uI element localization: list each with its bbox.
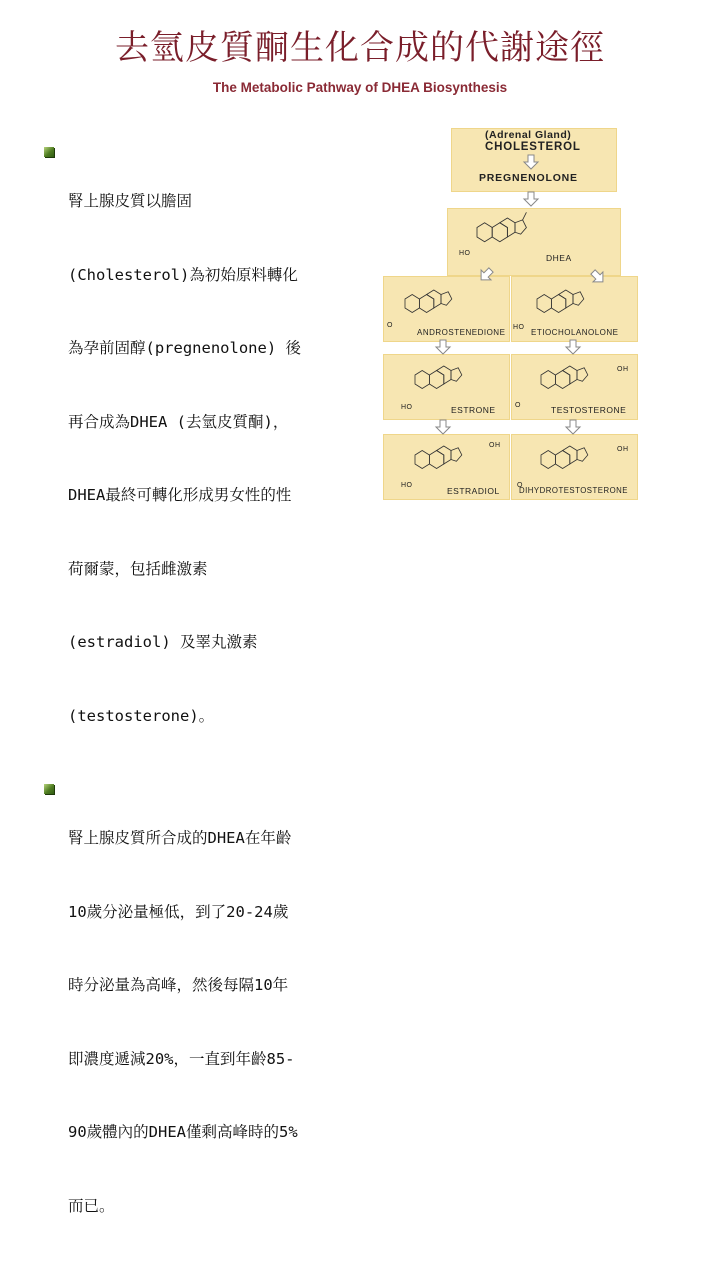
bullet-line: 腎上腺皮質所合成的DHEA在年齡 [68,829,292,847]
oh-label: OH [617,446,629,453]
bullet-list [44,140,364,1267]
bullet-line: 10歲分泌量極低，到了20-24歲 [68,902,289,921]
bullet-line: (Cholesterol)為初始原料轉化 [68,265,298,284]
bullet-line: (estradiol) 及睪丸激素 [68,633,258,651]
down-arrow-icon [524,192,538,206]
bullet-line: (testosterone)。 [68,706,215,725]
bullet-line: DHEA最終可轉化形成男女性的性 [68,486,292,504]
bullet-item-age-levels [44,777,364,1267]
down-arrow-icon [436,340,450,354]
etiocholanolone-structure [537,290,584,313]
dihydrotestosterone-label: DIHYDROTESTOSTERONE [519,486,628,495]
testosterone-structure [541,366,588,389]
bullet-text [68,777,298,1267]
diagonal-left-arrow-icon [476,265,496,285]
bullet-line: 再合成為DHEA (去氫皮質酮)， [68,412,289,431]
slide-subtitle: The Metabolic Pathway of DHEA Biosynthesis [212,80,508,95]
testosterone-label: TESTOSTERONE [551,405,627,415]
estradiol-label: ESTRADIOL [447,486,500,496]
androstenedione-structure [405,290,452,313]
ho-label: HO [459,250,471,257]
androstenedione-label: ANDROSTENEDIONE [417,328,506,337]
bullet-line: 時分泌量為高峰，然後每隔10年 [68,976,289,994]
ho-label: HO [401,404,413,411]
bullet-line: 為孕前固醇(pregnenolone) 後 [68,339,301,357]
oh-label: OH [489,442,501,449]
pregnenolone-label: PREGNENOLONE [479,172,578,184]
o-label: O [517,482,523,489]
bullet-line: 荷爾蒙，包括雌激素 [68,559,208,578]
down-arrow-icon [436,420,450,434]
o-label: O [515,402,521,409]
ho-label: HO [513,324,525,331]
estrone-structure [415,366,462,389]
estradiol-structure [415,446,462,469]
bullet-line: 腎上腺皮質以膽固 [68,192,193,210]
estrone-label: ESTRONE [451,405,496,415]
bullet-item-cholesterol [44,140,364,777]
dhea-label: DHEA [546,253,572,263]
ho-label: HO [401,482,413,489]
bullet-line: 而已。 [68,1196,115,1215]
down-arrow-icon [566,340,580,354]
o-label: O [387,322,393,329]
bullet-text [68,140,301,777]
cholesterol-label: CHOLESTEROL [485,141,581,153]
bullet-line: 90歲體內的DHEA僅剩高峰時的5% [68,1123,298,1141]
pathway-structures-svg [381,122,638,500]
diagonal-right-arrow-icon [588,267,608,287]
slide-title: 去氫皮質酮生化合成的代謝途徑 [115,28,605,68]
etiocholanolone-label: ETIOCHOLANOLONE [531,328,619,337]
down-arrow-icon [566,420,580,434]
adrenal-gland-label: (Adrenal Gland) [485,129,572,141]
oh-label: OH [617,366,629,373]
bullet-square-icon [44,147,54,157]
metabolic-pathway-diagram [381,122,638,500]
dihydrotestosterone-structure [541,446,588,469]
bullet-square-icon [44,784,54,794]
bullet-line: 即濃度遞減20%，一直到年齡85- [68,1049,295,1068]
down-arrow-icon [524,155,538,169]
dhea-structure [477,212,526,241]
